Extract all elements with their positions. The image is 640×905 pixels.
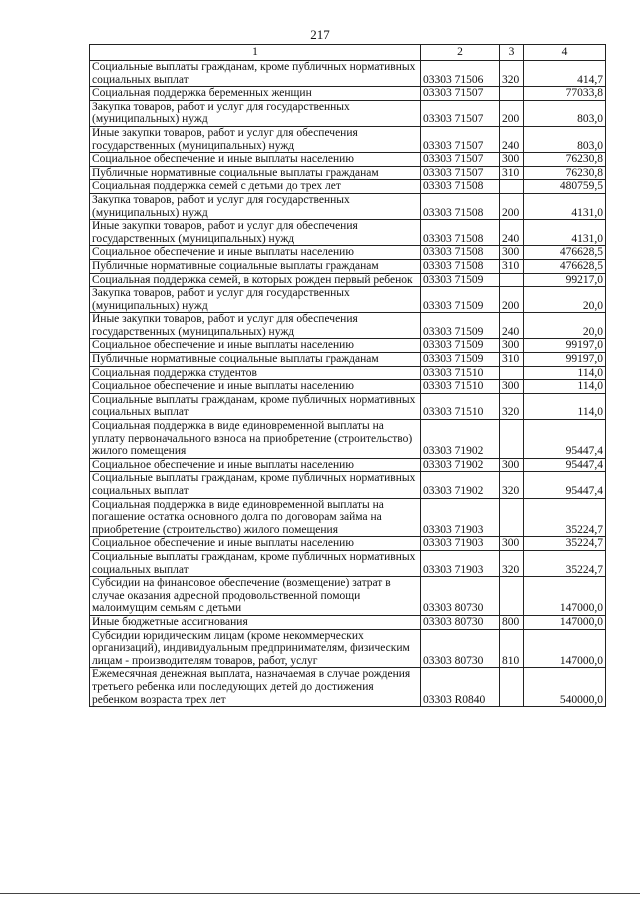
item-code: 03303 71903 [421,550,500,576]
item-sum: 476628,5 [524,259,606,273]
item-name: Закупка товаров, работ и услуг для государственных (муниципальных) нужд [90,287,421,313]
header-col-2: 2 [421,45,500,61]
item-code: 03303 71507 [421,166,500,180]
item-sum: 95447,4 [524,420,606,459]
item-code: 03303 R0840 [421,668,500,707]
item-name: Социальная поддержка беременных женщин [90,87,421,101]
table-row [90,126,606,152]
item-name: Иные бюджетные ассигнования [90,615,421,629]
item-code: 03303 71509 [421,353,500,367]
expense-type [500,668,524,707]
item-sum: 114,0 [524,393,606,419]
page-number: 217 [310,27,330,42]
item-sum: 20,0 [524,287,606,313]
item-name: Ежемесячная денежная выплата, назначаемая в случае рождения третьего ребенка или последующих детей до достижения ребенком возраста трех лет [90,668,421,707]
item-sum: 95447,4 [524,472,606,498]
table-row [90,259,606,273]
item-name: Социальное обеспечение и иные выплаты населению [90,380,421,394]
item-sum: 76230,8 [524,166,606,180]
item-code: 03303 71508 [421,220,500,246]
item-sum: 803,0 [524,126,606,152]
item-code: 03303 71508 [421,180,500,194]
item-name: Социальные выплаты гражданам, кроме публичных нормативных социальных выплат [90,393,421,419]
expense-type [500,577,524,616]
expense-type: 300 [500,153,524,167]
expense-type: 300 [500,339,524,353]
table-row [90,287,606,313]
item-sum: 77033,8 [524,87,606,101]
item-sum: 476628,5 [524,246,606,260]
item-code: 03303 71902 [421,458,500,472]
table-row [90,153,606,167]
item-sum: 4131,0 [524,220,606,246]
item-sum: 99197,0 [524,339,606,353]
expense-type: 320 [500,393,524,419]
item-name: Социальные выплаты гражданам, кроме публичных нормативных социальных выплат [90,61,421,87]
table-row [90,61,606,87]
item-name: Публичные нормативные социальные выплаты гражданам [90,259,421,273]
expense-type: 320 [500,550,524,576]
item-code: 03303 71507 [421,87,500,101]
header-col-3: 3 [500,45,524,61]
expense-type: 240 [500,126,524,152]
table-row [90,313,606,339]
expense-type: 300 [500,380,524,394]
table-body [90,61,606,707]
item-name: Социальное обеспечение и иные выплаты населению [90,246,421,260]
item-code: 03303 71506 [421,61,500,87]
item-sum: 147000,0 [524,615,606,629]
table-row [90,166,606,180]
item-name: Социальные выплаты гражданам, кроме публичных нормативных социальных выплат [90,472,421,498]
item-sum: 99197,0 [524,353,606,367]
expense-type: 200 [500,193,524,219]
item-code: 03303 80730 [421,629,500,668]
expense-type: 320 [500,472,524,498]
item-name: Социальная поддержка семей с детьми до трех лет [90,180,421,194]
item-code: 03303 71508 [421,246,500,260]
expense-type: 800 [500,615,524,629]
header-col-4: 4 [524,45,606,61]
expense-type: 300 [500,458,524,472]
item-code: 03303 71509 [421,313,500,339]
table-row [90,220,606,246]
item-sum: 76230,8 [524,153,606,167]
item-sum: 4131,0 [524,193,606,219]
item-name: Публичные нормативные социальные выплаты гражданам [90,353,421,367]
item-sum: 114,0 [524,366,606,380]
item-code: 03303 71902 [421,472,500,498]
table-row [90,629,606,668]
expense-type: 200 [500,287,524,313]
item-code: 03303 71903 [421,498,500,537]
expense-type: 320 [500,61,524,87]
item-sum: 147000,0 [524,577,606,616]
expense-type [500,180,524,194]
expense-type: 240 [500,220,524,246]
item-sum: 540000,0 [524,668,606,707]
header-col-1: 1 [90,45,421,61]
table-row [90,380,606,394]
item-code: 03303 71510 [421,366,500,380]
table-row [90,498,606,537]
item-name: Закупка товаров, работ и услуг для государственных (муниципальных) нужд [90,100,421,126]
table-row [90,100,606,126]
item-code: 03303 71508 [421,259,500,273]
item-sum: 20,0 [524,313,606,339]
item-name: Социальное обеспечение и иные выплаты населению [90,537,421,551]
table-row [90,246,606,260]
table-row [90,180,606,194]
table-row [90,668,606,707]
table-row [90,87,606,101]
expense-type [500,273,524,287]
table-row [90,193,606,219]
item-sum: 99217,0 [524,273,606,287]
item-name: Социальное обеспечение и иные выплаты населению [90,153,421,167]
expense-type [500,366,524,380]
expense-type: 810 [500,629,524,668]
item-sum: 95447,4 [524,458,606,472]
item-name: Субсидии на финансовое обеспечение (возмещение) затрат в случае оказания адресной продовольственной помощи малоимущим семьям с детьми [90,577,421,616]
item-code: 03303 71509 [421,273,500,287]
item-sum: 147000,0 [524,629,606,668]
header-row [90,45,606,61]
table-row [90,615,606,629]
item-code: 03303 71509 [421,287,500,313]
table-row [90,458,606,472]
item-code: 03303 71508 [421,193,500,219]
item-code: 03303 71509 [421,339,500,353]
item-name: Социальное обеспечение и иные выплаты населению [90,339,421,353]
item-code: 03303 71903 [421,537,500,551]
item-name: Социальное обеспечение и иные выплаты населению [90,458,421,472]
table-row [90,353,606,367]
item-name: Социальная поддержка студентов [90,366,421,380]
bottom-rule [0,893,640,894]
item-sum: 114,0 [524,380,606,394]
item-sum: 803,0 [524,100,606,126]
item-code: 03303 71902 [421,420,500,459]
expense-type: 300 [500,246,524,260]
table-row [90,420,606,459]
item-code: 03303 71510 [421,380,500,394]
expense-type: 310 [500,259,524,273]
expense-type [500,420,524,459]
item-code: 03303 80730 [421,615,500,629]
item-name: Социальная поддержка в виде единовременной выплаты на уплату первоначального взноса на приобретение (строительство) жилого помещения [90,420,421,459]
item-code: 03303 71510 [421,393,500,419]
item-name: Иные закупки товаров, работ и услуг для обеспечения государственных (муниципальных) нужд [90,313,421,339]
expense-type: 240 [500,313,524,339]
item-name: Социальная поддержка семей, в которых рожден первый ребенок [90,273,421,287]
table-row [90,472,606,498]
table-row [90,393,606,419]
item-name: Закупка товаров, работ и услуг для государственных (муниципальных) нужд [90,193,421,219]
item-code: 03303 71507 [421,126,500,152]
item-name: Иные закупки товаров, работ и услуг для обеспечения государственных (муниципальных) нужд [90,220,421,246]
expense-type [500,498,524,537]
item-name: Социальная поддержка в виде единовременной выплаты на погашение остатка основного долга по договорам займа на приобретение (строительство) жилого помещения [90,498,421,537]
item-name: Публичные нормативные социальные выплаты гражданам [90,166,421,180]
item-name: Субсидии юридическим лицам (кроме некоммерческих организаций), индивидуальным предпринимателям, физическим лицам - производителям товаров, работ, услуг [90,629,421,668]
item-name: Социальные выплаты гражданам, кроме публичных нормативных социальных выплат [90,550,421,576]
table-row [90,339,606,353]
expense-type: 310 [500,166,524,180]
table-row [90,273,606,287]
budget-table [89,44,606,707]
table-row [90,537,606,551]
expense-type: 310 [500,353,524,367]
item-code: 03303 71507 [421,153,500,167]
table-row [90,577,606,616]
item-sum: 35224,7 [524,550,606,576]
item-name: Иные закупки товаров, работ и услуг для обеспечения государственных (муниципальных) нужд [90,126,421,152]
expense-type [500,87,524,101]
item-sum: 35224,7 [524,498,606,537]
item-code: 03303 71507 [421,100,500,126]
table-row [90,550,606,576]
item-sum: 414,7 [524,61,606,87]
item-sum: 480759,5 [524,180,606,194]
expense-type: 300 [500,537,524,551]
item-code: 03303 80730 [421,577,500,616]
table-row [90,366,606,380]
item-sum: 35224,7 [524,537,606,551]
expense-type: 200 [500,100,524,126]
